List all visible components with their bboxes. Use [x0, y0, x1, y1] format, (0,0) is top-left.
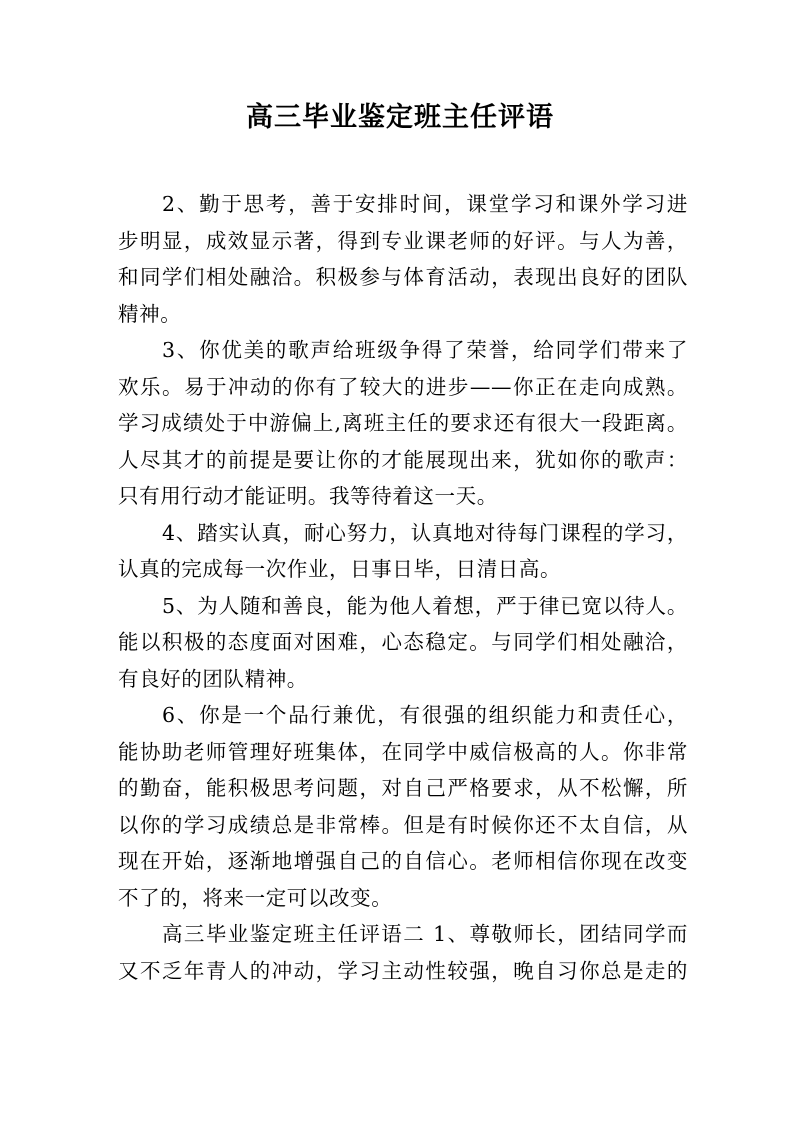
paragraph-line: 4、踏实认真，耐心努力，认真地对待每门课程的学习， — [162, 520, 688, 545]
paragraph-line: 学习成绩处于中游偏上,离班主任的要求还有很大一段距离。 — [118, 411, 688, 435]
paragraph-line: 5、为人随和善良，能为他人着想，严于律已宽以待人。 — [162, 593, 688, 618]
paragraph-3 — [118, 332, 688, 515]
paragraph-6 — [118, 697, 688, 916]
paragraph-line: 精神。 — [118, 301, 182, 326]
paragraph-line: 认真的完成每一次作业，日事日毕，日清日高。 — [118, 557, 562, 581]
paragraph-line: 能协助老师管理好班集体，在同学中威信极高的人。你非常 — [118, 739, 688, 764]
paragraph-line: 6、你是一个品行兼优，有很强的组织能力和责任心， — [162, 703, 688, 727]
paragraph-line: 欢乐。易于冲动的你有了较大的进步——你正在走向成熟。 — [118, 374, 688, 399]
paragraph-2 — [118, 186, 688, 332]
paragraph-line: 现在开始，逐渐地增强自己的自信心。老师相信你现在改变 — [118, 849, 688, 873]
paragraph-line: 2、勤于思考，善于安排时间，课堂学习和课外学习进 — [162, 192, 688, 216]
paragraph-line: 以你的学习成绩总是非常棒。但是有时候你还不太自信，从 — [118, 812, 688, 837]
paragraph-line: 能以积极的态度面对困难，心态稳定。与同学们相处融洽， — [118, 630, 688, 654]
paragraph-line: 的勤奋，能积极思考问题，对自己严格要求，从不松懈，所 — [118, 776, 688, 800]
paragraph-line: 和同学们相处融洽。积极参与体育活动，表现出良好的团队 — [118, 265, 688, 289]
paragraph-line: 步明显，成效显示著，得到专业课老师的好评。与人为善， — [118, 228, 688, 253]
paragraph-part-two — [118, 916, 688, 989]
paragraph-line: 有良好的团队精神。 — [118, 666, 308, 691]
paragraph-line: 高三毕业鉴定班主任评语二 1、尊敬师长，团结同学而 — [162, 922, 688, 946]
document-body — [118, 186, 688, 989]
paragraph-line: 只有用行动才能证明。我等待着这一天。 — [118, 484, 498, 508]
paragraph-line: 3、你优美的歌声给班级争得了荣誉，给同学们带来了 — [162, 338, 688, 362]
paragraph-line: 不了的，将来一定可以改变。 — [118, 885, 393, 910]
paragraph-4 — [118, 515, 688, 588]
paragraph-line: 又不乏年青人的冲动，学习主动性较强，晚自习你总是走的 — [118, 958, 688, 983]
paragraph-5 — [118, 588, 688, 698]
document-title: 高三毕业鉴定班主任评语 — [246, 102, 554, 133]
paragraph-line: 人尽其才的前提是要让你的才能展现出来，犹如你的歌声： — [118, 447, 688, 472]
